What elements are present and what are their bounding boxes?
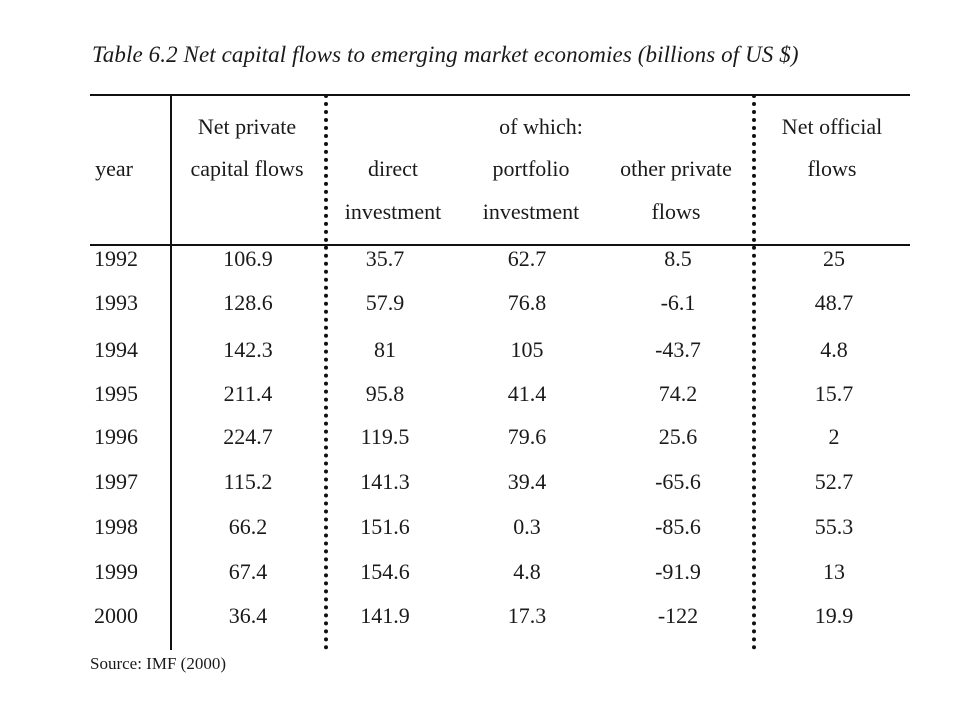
cell-official: 52.7 [814, 469, 854, 494]
cell-direct: 151.6 [360, 514, 410, 539]
header-portfolio-line1: portfolio [492, 156, 570, 181]
cell-direct: 141.9 [360, 603, 410, 628]
cell-net-private: 36.4 [228, 603, 268, 628]
cell-year: 1996 [94, 424, 138, 449]
cell-year: 1997 [94, 469, 138, 494]
cell-net-private: 142.3 [223, 337, 273, 362]
cell-portfolio: 79.6 [507, 424, 547, 449]
cell-portfolio: 0.3 [513, 514, 541, 539]
cell-official: 15.7 [814, 381, 854, 406]
private-breakdown-divider-right [752, 94, 756, 650]
cell-direct: 57.9 [365, 290, 405, 315]
cell-official: 13 [823, 559, 845, 584]
cell-official: 25 [823, 246, 845, 271]
cell-year: 1998 [94, 514, 138, 539]
cell-official: 2 [828, 424, 840, 449]
cell-direct: 35.7 [365, 246, 405, 271]
header-direct-line1: direct [367, 156, 419, 181]
year-column-divider [170, 94, 172, 650]
cell-official: 4.8 [820, 337, 848, 362]
header-other-line2: flows [651, 199, 701, 224]
cell-year: 1994 [94, 337, 138, 362]
cell-other: -65.6 [655, 469, 701, 494]
cell-net-private: 211.4 [223, 381, 273, 406]
cell-net-private: 224.7 [223, 424, 273, 449]
cell-portfolio: 17.3 [507, 603, 547, 628]
header-net-private-line2: capital flows [190, 156, 304, 181]
cell-direct: 81 [374, 337, 396, 362]
cell-net-private: 66.2 [228, 514, 268, 539]
cell-portfolio: 62.7 [507, 246, 547, 271]
header-other-line1: other private [620, 156, 732, 181]
cell-other: 25.6 [658, 424, 698, 449]
cell-official: 48.7 [814, 290, 854, 315]
cell-official: 55.3 [814, 514, 854, 539]
cell-year: 1993 [94, 290, 138, 315]
header-of-which: of which: [499, 114, 583, 139]
cell-year: 2000 [94, 603, 138, 628]
cell-portfolio: 105 [510, 337, 544, 362]
header-rule [90, 244, 910, 246]
cell-net-private: 128.6 [223, 290, 273, 315]
header-direct-line2: investment [344, 199, 442, 224]
cell-net-private: 106.9 [223, 246, 273, 271]
cell-portfolio: 41.4 [507, 381, 547, 406]
header-official-line1: Net official [781, 114, 883, 139]
top-rule [90, 94, 910, 96]
header-portfolio-line2: investment [482, 199, 580, 224]
cell-portfolio: 39.4 [507, 469, 547, 494]
cell-direct: 141.3 [360, 469, 410, 494]
cell-direct: 95.8 [365, 381, 405, 406]
cell-net-private: 115.2 [223, 469, 273, 494]
cell-year: 1992 [94, 246, 138, 271]
cell-year: 1995 [94, 381, 138, 406]
header-net-private-line1: Net private [197, 114, 297, 139]
cell-other: 74.2 [658, 381, 698, 406]
header-official-line2: flows [807, 156, 857, 181]
cell-portfolio: 4.8 [513, 559, 541, 584]
cell-other: -85.6 [655, 514, 701, 539]
table-caption: Table 6.2 Net capital flows to emerging market economies (billions of US $) [92, 42, 799, 67]
header-year: year [95, 156, 133, 181]
cell-other: -122 [657, 603, 699, 628]
cell-other: 8.5 [664, 246, 692, 271]
cell-year: 1999 [94, 559, 138, 584]
cell-portfolio: 76.8 [507, 290, 547, 315]
private-breakdown-divider-left [324, 94, 328, 650]
cell-other: -43.7 [655, 337, 701, 362]
cell-other: -6.1 [660, 290, 696, 315]
cell-official: 19.9 [814, 603, 854, 628]
cell-direct: 154.6 [360, 559, 410, 584]
cell-other: -91.9 [655, 559, 701, 584]
cell-direct: 119.5 [360, 424, 410, 449]
cell-net-private: 67.4 [228, 559, 268, 584]
source-note: Source: IMF (2000) [90, 654, 226, 673]
